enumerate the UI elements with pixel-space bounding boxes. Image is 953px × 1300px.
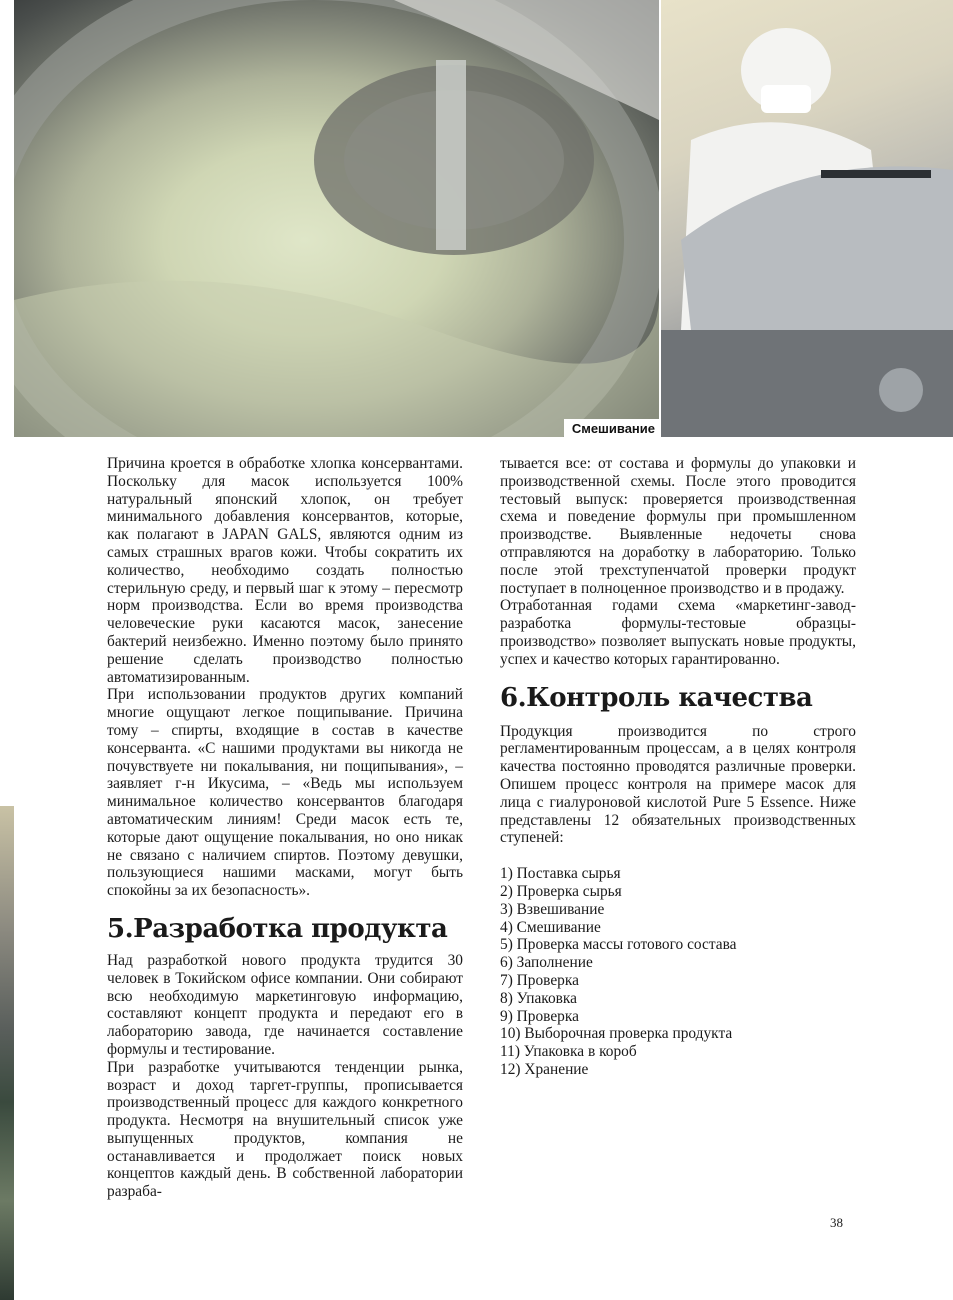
section-heading-quality-control: 6.Контроль качества — [500, 682, 813, 713]
list-item: 10) Выборочная проверка продукта — [500, 1025, 733, 1043]
list-item: 7) Проверка — [500, 971, 579, 989]
list-item: 2) Проверка сырья — [500, 882, 622, 900]
paragraph: Продукция производится по строго регламентированным процессам, а в целях контроля качества постоянно проводятся различные проверки. Опишем процесс контроля на примере масок для лица с гиалуроновой кислотой Pure 5 Essence. Ниже представлены 12 обязательных производственных ступеней: — [500, 722, 856, 847]
left-text-column — [107, 455, 463, 1201]
list-item: 12) Хранение — [500, 1060, 589, 1078]
paragraph: тывается все: от состава и формулы до упаковки и производственной схемы. После этого проводится тестовый выпуск: проверяется производственная схема и поведение формулы при промышленном производстве. Выявленные недочеты снова отправляются на доработку в лабораторию. Только после этой трехступенчатой проверки продукт поступает в полноценное производство и в продажу. — [500, 455, 856, 597]
paragraph: Над разработкой нового продукта трудится 30 человек в Токийском офисе компании. Они собирают всю необходимую маркетинговую информацию, составляют концепт продукта и передают его в лабораторию завода, где начинается составление формулы и тестирование. — [107, 951, 463, 1058]
photo-caption: Смешивание — [564, 419, 659, 437]
paragraph: Причина кроется в обработке хлопка консервантами. Поскольку для масок используется 100% натуральный японский хлопок, он требует минимального добавления консервантов, которые, как полагают в JAPAN GALS, являются одним из самых страшных врагов кожи. Чтобы сократить их количество, необходимо создать полностью стерильную среду, и первый шаг к этому – пересмотр норм производства. Если во время производства человеческие руки касаются масок, занесение бактерий неизбежно. Именно поэтому было принято решение сделать производство полностью автоматизированным. — [107, 455, 463, 686]
page-number: 38 — [830, 1215, 843, 1230]
list-item: 8) Упаковка — [500, 989, 578, 1007]
factory-worker-photo — [661, 0, 953, 437]
paragraph: При разработке учитываются тенденции рынка, возраст и доход таргет-группы, прописывается производственный процесс для каждого конкретного продукта. Несмотря на внушительный список уже выпущенных продуктов, компания не останавливается и продолжает поиск новых концептов каждый день. В собственной лаборатории разраба- — [107, 1058, 463, 1201]
worker-illustration — [661, 0, 953, 437]
list-item: 6) Заполнение — [500, 954, 593, 972]
mixing-tank-illustration — [14, 0, 659, 437]
list-item: 11) Упаковка в короб — [500, 1043, 637, 1061]
list-item: 5) Проверка массы готового состава — [500, 936, 737, 954]
right-text-column — [500, 455, 856, 1079]
paragraph: Отработанная годами схема «маркетинг-завод-разработка формулы-тестовые образцы-производство» позволяет выпускать новые продукты, успех и качество которых гарантированно. — [500, 597, 856, 668]
production-steps-list — [500, 865, 856, 1079]
paragraph: При использовании продуктов других компаний многие ощущают легкое пощипывание. Причина тому – спирты, входящие в состав в качестве консерванта. «С нашими продуктами вы никогда не почувствуете ни покалывания, ни пощипывания», –заявляет г-н Икусима, – «Ведь мы используем минимальное количество консервантов благодаря автоматическим линиям! Среди масок есть те, которые дают ощущение покалывания, но оно никак не связано с наличием спиртов. Поэтому девушки, пользующиеся нашими масками, могут быть спокойны за их безопасность». — [107, 686, 463, 900]
side-photo-strip — [0, 806, 14, 1300]
list-item: 1) Поставка сырья — [500, 865, 621, 883]
list-item: 9) Проверка — [500, 1007, 579, 1025]
list-item: 4) Смешивание — [500, 918, 601, 936]
list-item: 3) Взвешивание — [500, 900, 605, 918]
mixing-tank-photo — [14, 0, 659, 437]
section-heading-product-development: 5.Разработка продукта — [107, 913, 448, 944]
